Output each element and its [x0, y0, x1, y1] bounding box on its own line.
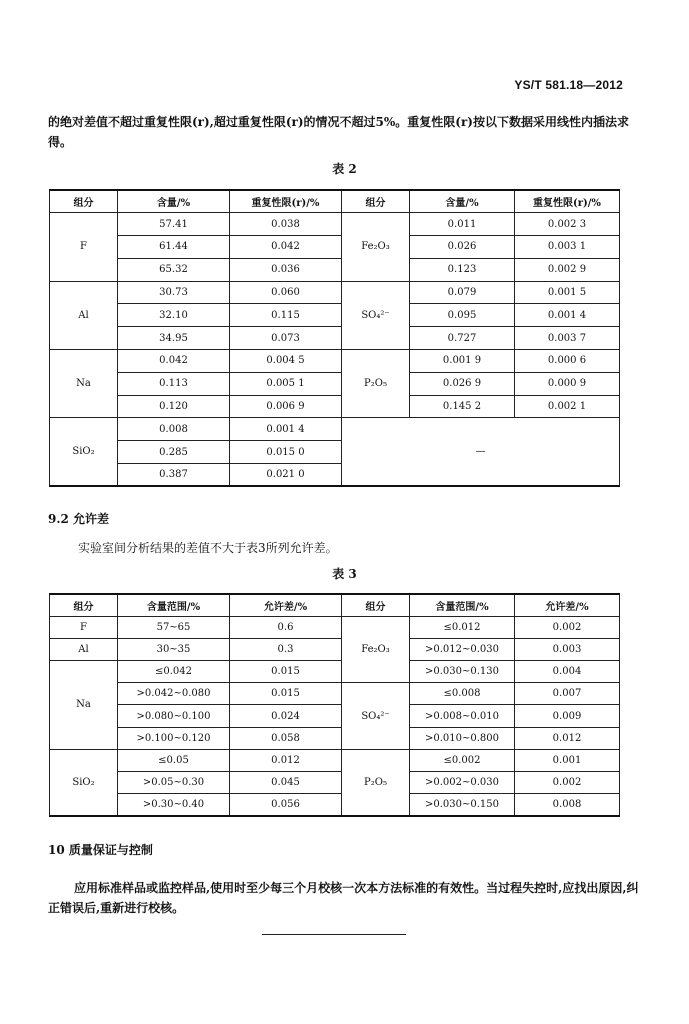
value-cell: 0.079 — [410, 281, 515, 304]
section-10-text: 应用标准样品或监控样品,使用时至少每三个月校核一次本方法标准的有效性。当过程失控时,应找出原因,纠正错误后,重新进行校核。 — [48, 881, 639, 915]
section-9-2-heading: 9.2 允许差 — [48, 512, 110, 526]
component-cell: P₂O₅ — [342, 350, 410, 418]
value-cell: >0.002~0.030 — [410, 772, 515, 794]
value-cell: >0.30~0.40 — [118, 794, 230, 816]
component-cell: P₂O₅ — [342, 749, 410, 816]
component-cell: F — [50, 213, 118, 281]
value-cell: 34.95 — [118, 327, 230, 350]
table-row — [50, 281, 620, 304]
table-row — [50, 749, 620, 771]
table2-header-cell: 含量/% — [118, 190, 230, 213]
value-cell: >0.100~0.120 — [118, 727, 230, 749]
table-row — [50, 638, 620, 660]
section-9-2-text: 实验室间分析结果的差值不大于表3所列允许差。 — [78, 541, 338, 555]
value-cell: 0.113 — [118, 372, 230, 395]
value-cell: ≤0.05 — [118, 749, 230, 771]
value-cell: 0.005 1 — [230, 372, 342, 395]
table-row — [50, 258, 620, 281]
value-cell: 0.6 — [230, 616, 342, 638]
value-cell: 57.41 — [118, 213, 230, 236]
table2-body — [50, 190, 620, 486]
value-cell: 0.004 — [515, 661, 620, 683]
table-row — [50, 727, 620, 749]
value-cell: >0.008~0.010 — [410, 705, 515, 727]
value-cell: >0.030~0.150 — [410, 794, 515, 816]
value-cell: 0.003 — [515, 638, 620, 660]
component-cell: Al — [50, 281, 118, 349]
value-cell: 0.045 — [230, 772, 342, 794]
value-cell: 0.003 7 — [515, 327, 620, 350]
value-cell: 0.387 — [118, 464, 230, 487]
value-cell: >0.030~0.130 — [410, 661, 515, 683]
value-cell: 0.001 4 — [515, 304, 620, 327]
value-cell: 0.024 — [230, 705, 342, 727]
value-cell: 0.006 9 — [230, 395, 342, 418]
end-rule — [262, 934, 406, 935]
table2-header-row — [50, 190, 620, 213]
value-cell: 0.012 — [515, 727, 620, 749]
value-cell: 0.026 9 — [410, 372, 515, 395]
table-row — [50, 683, 620, 705]
table-row — [50, 418, 620, 441]
value-cell: 0.002 9 — [515, 258, 620, 281]
value-cell: 0.009 — [515, 705, 620, 727]
table-row — [50, 372, 620, 395]
value-cell: 0.001 — [515, 749, 620, 771]
table2-header-cell: 含量/% — [410, 190, 515, 213]
value-cell: 0.026 — [410, 236, 515, 259]
empty-cell: — — [342, 418, 620, 486]
value-cell: 0.120 — [118, 395, 230, 418]
table2-header-cell: 重复性限(r)/% — [515, 190, 620, 213]
value-cell: ≤0.042 — [118, 661, 230, 683]
value-cell: 0.003 1 — [515, 236, 620, 259]
value-cell: >0.042~0.080 — [118, 683, 230, 705]
value-cell: 0.001 9 — [410, 350, 515, 373]
table-row — [50, 794, 620, 816]
value-cell: 30~35 — [118, 638, 230, 660]
table2-header-cell: 组分 — [342, 190, 410, 213]
component-cell: Fe₂O₃ — [342, 616, 410, 683]
value-cell: 0.123 — [410, 258, 515, 281]
value-cell: 0.042 — [118, 350, 230, 373]
value-cell: 0.002 — [515, 772, 620, 794]
value-cell: 0.012 — [230, 749, 342, 771]
value-cell: 0.058 — [230, 727, 342, 749]
value-cell: ≤0.008 — [410, 683, 515, 705]
value-cell: 0.002 3 — [515, 213, 620, 236]
table-3 — [49, 593, 620, 817]
table-row — [50, 772, 620, 794]
value-cell: 61.44 — [118, 236, 230, 259]
table-row — [50, 327, 620, 350]
value-cell: 0.007 — [515, 683, 620, 705]
value-cell: 0.727 — [410, 327, 515, 350]
value-cell: 0.060 — [230, 281, 342, 304]
table-row — [50, 395, 620, 418]
value-cell: 0.015 0 — [230, 441, 342, 464]
table-row — [50, 213, 620, 236]
component-cell: Fe₂O₃ — [342, 213, 410, 281]
value-cell: 0.002 — [515, 616, 620, 638]
value-cell: >0.012~0.030 — [410, 638, 515, 660]
table3-header-row — [50, 594, 620, 616]
value-cell: >0.05~0.30 — [118, 772, 230, 794]
value-cell: 0.145 2 — [410, 395, 515, 418]
value-cell: 0.008 — [118, 418, 230, 441]
value-cell: ≤0.012 — [410, 616, 515, 638]
value-cell: 0.073 — [230, 327, 342, 350]
value-cell: >0.010~0.800 — [410, 727, 515, 749]
value-cell: 0.008 — [515, 794, 620, 816]
table2-header-cell: 重复性限(r)/% — [230, 190, 342, 213]
component-cell: SO₄²⁻ — [342, 281, 410, 349]
value-cell: 0.042 — [230, 236, 342, 259]
value-cell: 0.000 6 — [515, 350, 620, 373]
value-cell: >0.080~0.100 — [118, 705, 230, 727]
value-cell: ≤0.002 — [410, 749, 515, 771]
value-cell: 0.056 — [230, 794, 342, 816]
component-cell: SO₄²⁻ — [342, 683, 410, 750]
table3-caption: 表 3 — [332, 567, 357, 581]
value-cell: 0.115 — [230, 304, 342, 327]
value-cell: 0.004 5 — [230, 350, 342, 373]
table3-header-cell: 含量范围/% — [410, 594, 515, 616]
intro-paragraph: 的绝对差值不超过重复性限(r),超过重复性限(r)的情况不超过5%。重复性限(r)按以下数据采用线性内插法求得。 — [48, 115, 629, 149]
table-row — [50, 705, 620, 727]
value-cell: 32.10 — [118, 304, 230, 327]
component-cell: Na — [50, 350, 118, 418]
value-cell: 0.015 — [230, 661, 342, 683]
table2-header-cell: 组分 — [50, 190, 118, 213]
table3-header-cell: 组分 — [342, 594, 410, 616]
component-cell: SiO₂ — [50, 749, 118, 816]
value-cell: 0.3 — [230, 638, 342, 660]
table3-body — [50, 594, 620, 816]
table-row — [50, 350, 620, 373]
table-row — [50, 661, 620, 683]
value-cell: 0.285 — [118, 441, 230, 464]
table-row — [50, 304, 620, 327]
table-row — [50, 236, 620, 259]
value-cell: 0.015 — [230, 683, 342, 705]
component-cell: Al — [50, 638, 118, 660]
value-cell: 65.32 — [118, 258, 230, 281]
component-cell: F — [50, 616, 118, 638]
component-cell: SiO₂ — [50, 418, 118, 486]
value-cell: 0.095 — [410, 304, 515, 327]
value-cell: 57~65 — [118, 616, 230, 638]
value-cell: 0.011 — [410, 213, 515, 236]
value-cell: 0.000 9 — [515, 372, 620, 395]
table-row — [50, 616, 620, 638]
component-cell: Na — [50, 661, 118, 750]
value-cell: 0.002 1 — [515, 395, 620, 418]
value-cell: 0.038 — [230, 213, 342, 236]
table2-caption: 表 2 — [332, 162, 357, 176]
table-2 — [49, 189, 620, 487]
table3-header-cell: 含量范围/% — [118, 594, 230, 616]
table3-header-cell: 组分 — [50, 594, 118, 616]
table3-header-cell: 允许差/% — [515, 594, 620, 616]
value-cell: 0.021 0 — [230, 464, 342, 487]
table3-header-cell: 允许差/% — [230, 594, 342, 616]
value-cell: 0.001 4 — [230, 418, 342, 441]
standard-code: YS/T 581.18—2012 — [514, 78, 623, 92]
value-cell: 0.001 5 — [515, 281, 620, 304]
section-10-heading: 10 质量保证与控制 — [48, 843, 153, 857]
value-cell: 30.73 — [118, 281, 230, 304]
value-cell: 0.036 — [230, 258, 342, 281]
